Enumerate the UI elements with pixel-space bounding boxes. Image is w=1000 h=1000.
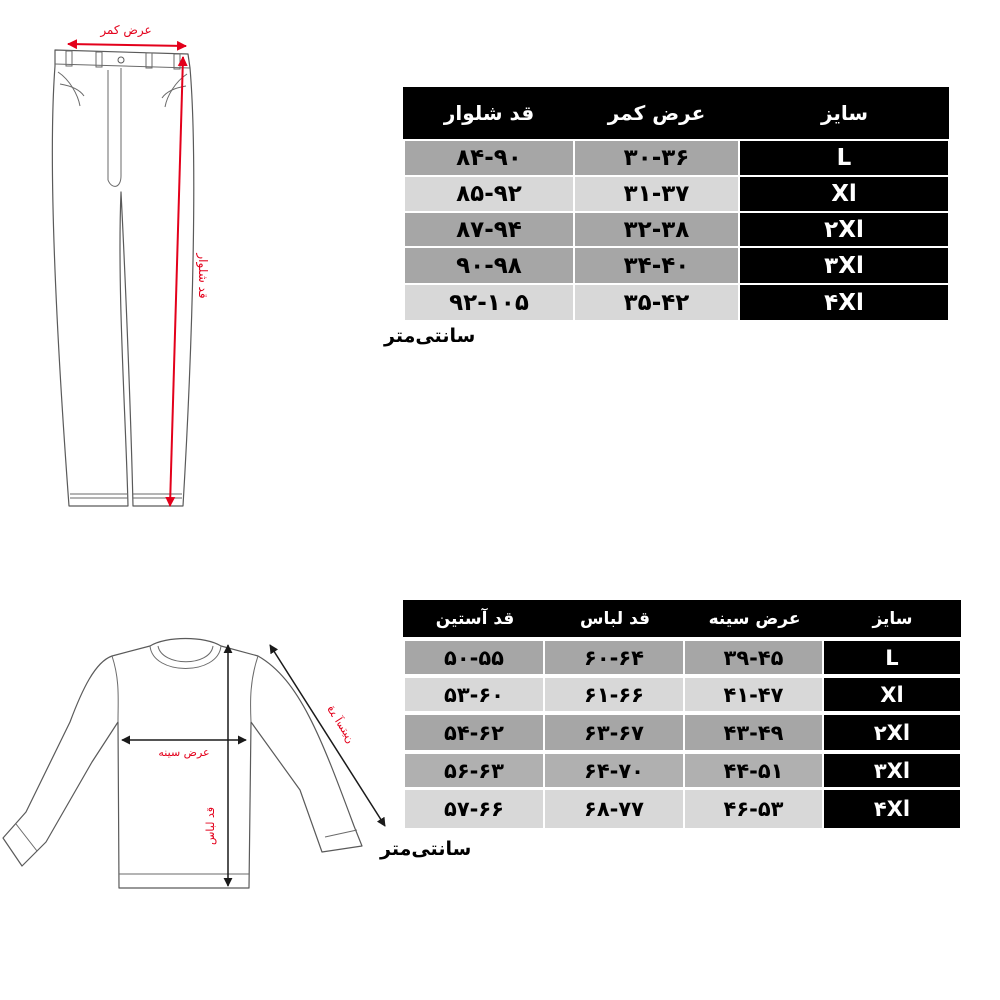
chest-measure-label: عرض سینه [158, 746, 210, 759]
table-row [0, 754, 1000, 787]
table-row [0, 641, 1000, 674]
table-row [0, 790, 1000, 828]
length-cell: ۹۲-۱۰۵ [405, 285, 573, 320]
size-cell: ۳Xl [740, 248, 948, 283]
header-size: سایز [820, 101, 869, 125]
table-row [0, 177, 1000, 211]
length-cell: ۸۵-۹۲ [405, 177, 573, 211]
sleeve-cell: ۵۶-۶۳ [405, 754, 543, 787]
unit-label: سانتی‌متر [380, 838, 472, 860]
size-cell: Xl [824, 678, 960, 711]
waist-measure-arrow [68, 44, 186, 46]
table-row [0, 678, 1000, 711]
chest-cell: ۴۳-۴۹ [685, 715, 822, 750]
size-cell: ۲Xl [740, 213, 948, 246]
waist-measure-label: عرض کمر [100, 23, 152, 37]
sleeve-cell: ۵۳-۶۰ [405, 678, 543, 711]
size-cell: ۴Xl [740, 285, 948, 320]
waist-cell: ۳۱-۳۷ [575, 177, 738, 211]
sleeve-measure-label: قد آستین [324, 703, 358, 746]
sleeve-cell: ۵۷-۶۶ [405, 790, 543, 828]
table-row [0, 141, 1000, 175]
sleeve-cell: ۵۴-۶۲ [405, 715, 543, 750]
length-cell: ۸۷-۹۴ [405, 213, 573, 246]
sleeve-cell: ۵۰-۵۵ [405, 641, 543, 674]
chest-cell: ۴۴-۵۱ [685, 754, 822, 787]
table-row [0, 213, 1000, 246]
length-cell: ۶۱-۶۶ [545, 678, 683, 711]
table-row [0, 285, 1000, 320]
size-cell: ۴Xl [824, 790, 960, 828]
waist-cell: ۳۴-۴۰ [575, 248, 738, 283]
header-sleeve: قد آستین [435, 608, 515, 629]
length-cell: ۸۴-۹۰ [405, 141, 573, 175]
unit-label: سانتی‌متر [384, 325, 476, 347]
size-cell: ۲Xl [824, 715, 960, 750]
table-row [0, 715, 1000, 750]
header-size: سایز [872, 608, 913, 629]
length-cell: ۶۴-۷۰ [545, 754, 683, 787]
table-header [403, 600, 961, 637]
size-cell: L [824, 641, 960, 674]
chest-cell: ۴۱-۴۷ [685, 678, 822, 711]
chest-cell: ۴۶-۵۳ [685, 790, 822, 828]
shirt-length-measure-label: قد لباس [204, 807, 217, 845]
length-cell: ۶۸-۷۷ [545, 790, 683, 828]
length-cell: ۹۰-۹۸ [405, 248, 573, 283]
waist-cell: ۳۰-۳۶ [575, 141, 738, 175]
waist-cell: ۳۵-۴۲ [575, 285, 738, 320]
length-cell: ۶۰-۶۴ [545, 641, 683, 674]
button-icon [118, 57, 124, 63]
length-measure-label: قد شلوار [196, 253, 210, 299]
size-cell: L [740, 141, 948, 175]
waist-cell: ۳۲-۳۸ [575, 213, 738, 246]
table-header [403, 87, 949, 139]
size-cell: Xl [740, 177, 948, 211]
header-chest: عرض سینه [708, 608, 801, 629]
header-length: قد شلوار [443, 101, 535, 125]
length-cell: ۶۳-۶۷ [545, 715, 683, 750]
header-waist: عرض کمر [607, 101, 706, 125]
header-length: قد لباس [579, 608, 651, 629]
chest-cell: ۳۹-۴۵ [685, 641, 822, 674]
table-row [0, 248, 1000, 283]
size-cell: ۳Xl [824, 754, 960, 787]
